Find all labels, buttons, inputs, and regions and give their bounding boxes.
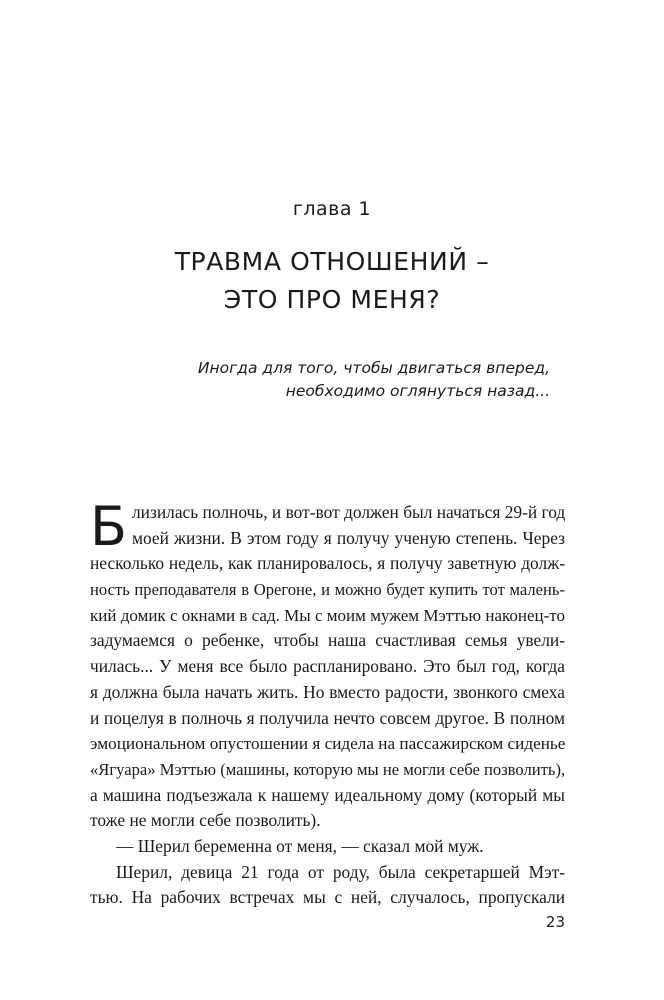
- body-line-10: эмоциональном опустошении я сидела на пассажирском сиденье: [90, 734, 566, 754]
- chapter-label: глава 1: [292, 198, 372, 220]
- body-line-5: кий домик с окнами в сад. Мы с моим мужем Мэттью наконец-то: [90, 605, 565, 625]
- epigraph-line-1: Иногда для того, чтобы двигаться вперед,: [197, 359, 550, 377]
- body-line-13: тоже не могли себе позволить).: [90, 810, 321, 831]
- body-line-2: моей жизни. В этом году я получу ученую степень. Через: [132, 527, 565, 548]
- chapter-title-line-2: ЭТО ПРО МЕНЯ?: [223, 285, 441, 314]
- body-line-9: и поцелуя в полночь я получила нечто совсем другое. В полном: [90, 707, 565, 728]
- body-line-15: Шерил, девица 21 года от роду, была секретаршей Мэт-: [116, 861, 565, 882]
- body-line-3: несколько недель, как планировалось, я получу заветную долж-: [90, 553, 565, 574]
- drop-cap: Б: [90, 495, 128, 558]
- chapter-title-line-1: ТРАВМА ОТНОШЕНИЙ –: [174, 247, 490, 276]
- body-line-14: — Шерил беременна от меня, — сказал мой муж.: [116, 835, 484, 856]
- body-line-11: «Ягуара» Мэттью (машины, которую мы не могли себе позволить),: [90, 759, 566, 779]
- body-line-7: чилась... У меня все было распланировано. Это был год, когда: [90, 656, 565, 677]
- body-line-16: тью. На рабочих встречах мы с ней, случалось, пропускали: [90, 887, 565, 908]
- body-text: [90, 495, 566, 911]
- chapter-title: [0, 243, 664, 319]
- body-line-6: задумаемся о ребенке, чтобы наша счастливая семья увели-: [90, 630, 565, 651]
- body-line-4: ность преподавателя в Орегоне, и можно будет купить тот малень-: [90, 580, 565, 600]
- epigraph-line-2: необходимо оглянуться назад...: [285, 382, 550, 400]
- page-number: 23: [545, 913, 565, 931]
- body-line-12: а машина подъезжала к нашему идеальному дому (который мы: [90, 784, 565, 805]
- body-line-1: лизилась полночь, и вот-вот должен был начаться 29-й год: [132, 502, 566, 522]
- body-line-8: я должна была начать жить. Но вместо радости, звонкого смеха: [90, 681, 565, 702]
- epigraph: [198, 357, 550, 403]
